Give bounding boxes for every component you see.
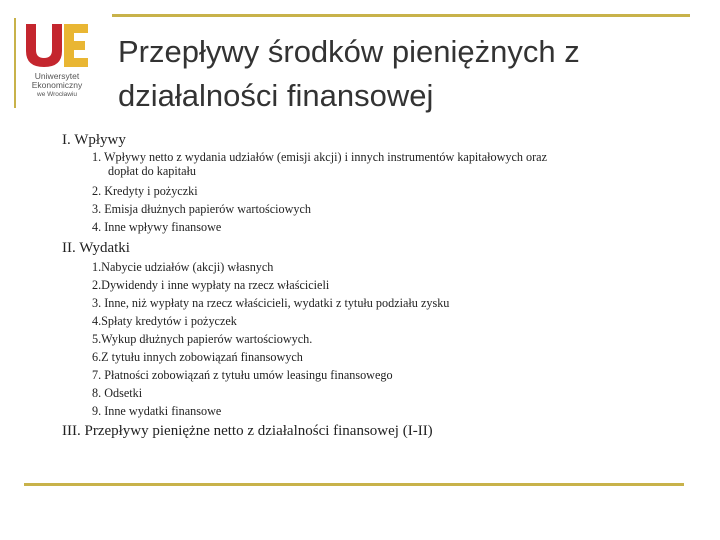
logo-caption <box>22 72 92 99</box>
top-decorative-rule <box>112 14 690 17</box>
list-item: 4.Spłaty kredytów i pożyczek <box>92 314 237 328</box>
section-net-flows-heading: III. Przepływy pieniężne netto z działalności finansowej (I-II) <box>62 423 433 439</box>
list-item: 4. Inne wpływy finansowe <box>92 220 222 234</box>
section-inflows-heading: I. Wpływy <box>62 132 126 148</box>
list-item-text: 1. Wpływy netto z wydania udziałów (emisji akcji) i innych instrumentów kapitałowych oraz <box>92 150 547 164</box>
logo-line-1: Uniwersytet <box>34 71 80 81</box>
ue-logo-mark <box>22 20 92 70</box>
list-item: 9. Inne wydatki finansowe <box>92 404 222 418</box>
list-item <box>92 150 702 182</box>
left-decorative-rule <box>14 18 16 108</box>
logo-line-3: we Wrocławiu <box>37 91 77 98</box>
list-item: 2.Dywidendy i inne wypłaty na rzecz właścicieli <box>92 278 330 292</box>
inflows-list <box>62 150 702 236</box>
list-item: 2. Kredyty i pożyczki <box>92 184 198 198</box>
logo-letter-u <box>26 24 62 67</box>
university-logo <box>22 20 92 112</box>
slide-title: Przepływy środków pieniężnych z działalności finansowej <box>118 34 580 113</box>
slide-content <box>62 130 702 441</box>
list-item: 7. Płatności zobowiązań z tytułu umów leasingu finansowego <box>92 368 393 382</box>
outflows-list <box>62 258 702 420</box>
list-item: 5.Wykup dłużnych papierów wartościowych. <box>92 332 313 346</box>
section-outflows-heading: II. Wydatki <box>62 240 130 256</box>
list-item: 6.Z tytułu innych zobowiązań finansowych <box>92 350 303 364</box>
list-item: 3. Emisja dłużnych papierów wartościowych <box>92 202 311 216</box>
bottom-decorative-rule <box>24 483 684 486</box>
list-item: 3. Inne, niż wypłaty na rzecz właścicieli, wydatki z tytułu podziału zysku <box>92 296 450 310</box>
list-item: 8. Odsetki <box>92 386 143 400</box>
logo-line-2: Ekonomiczny <box>31 80 83 90</box>
list-item: 1.Nabycie udziałów (akcji) własnych <box>92 260 274 274</box>
list-item-continuation: dopłat do kapitału <box>108 164 197 178</box>
logo-letter-e <box>64 24 88 67</box>
